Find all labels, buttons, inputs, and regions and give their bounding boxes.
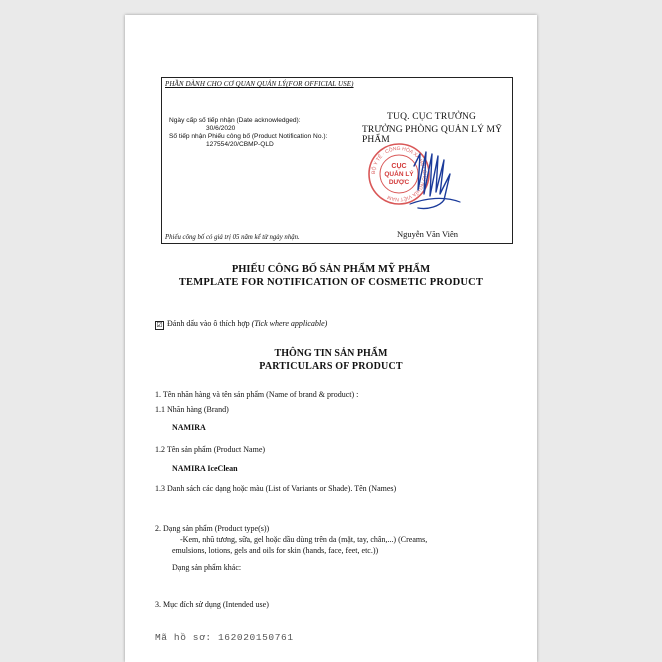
item-1-1: 1.1 Nhãn hàng (Brand) (155, 405, 229, 414)
tick-instruction (155, 319, 327, 330)
date-acknowledged-value: 30/6/2020 (206, 125, 236, 132)
tick-instruction-text: Đánh dấu vào ô thích hợp (167, 319, 250, 328)
notification-number-label: Số tiếp nhận Phiếu công bố (Product Notification No.): (169, 133, 328, 140)
item-2-other: Dạng sản phẩm khác: (172, 563, 242, 572)
brand-value: NAMIRA (172, 423, 206, 432)
title-english: TEMPLATE FOR NOTIFICATION OF COSMETIC PRODUCT (178, 277, 484, 288)
product-name-value: NAMIRA IceClean (172, 464, 238, 473)
title-vietnamese: PHIẾU CÔNG BỐ SẢN PHẨM MỸ PHẨM (231, 264, 431, 275)
authority-department: TRƯỞNG PHÒNG QUẢN LÝ MỸ PHẨM (362, 125, 503, 145)
stamp-text-3: DƯỢC (388, 179, 410, 186)
item-3: 3. Mục đích sử dụng (Intended use) (155, 600, 269, 609)
official-use-header: PHẦN DÀNH CHO CƠ QUAN QUẢN LÝ(FOR OFFICIAL USE) (165, 80, 354, 88)
tick-instruction-english: (Tick where applicable) (251, 319, 328, 328)
item-1-3: 1.3 Danh sách các dạng hoặc màu (List of Variants or Shade). Tên (Names) (155, 484, 397, 493)
signer-name: Nguyễn Văn Viên (397, 229, 459, 239)
item-1-2: 1.2 Tên sản phẩm (Product Name) (155, 445, 266, 454)
signature (400, 144, 480, 224)
stamp-ring-text: BỘ Y TẾ · CỘNG HÒA XÃ HỘI CHỦ NGHĨA VIỆT NAM (370, 145, 428, 203)
stamp-text-2: QUẢN LÝ (384, 171, 414, 178)
date-acknowledged-label: Ngày cấp số tiếp nhận (Date acknowledged): (169, 117, 301, 124)
checkbox-icon: ☑ (156, 321, 163, 329)
item-2: 2. Dạng sản phẩm (Product type(s)) (155, 524, 270, 533)
section-title-vietnamese: THÔNG TIN SẢN PHẨM (274, 348, 388, 359)
document-page (125, 15, 537, 662)
item-2-detail-line-1: -Kem, nhũ tương, sữa, gel hoặc dầu dùng trên da (mặt, tay, chân,...) (Creams, (180, 535, 428, 544)
file-number: Mã hồ sơ: 162020150761 (155, 632, 294, 643)
item-1: 1. Tên nhãn hàng và tên sản phẩm (Name of brand & product) : (155, 390, 359, 399)
official-use-box (161, 77, 513, 244)
stamp-text-1: CỤC (391, 163, 407, 170)
section-title-english: PARTICULARS OF PRODUCT (259, 361, 403, 372)
validity-note: Phiếu công bố có giá trị 05 năm kể từ ngày nhận. (165, 234, 300, 241)
item-2-detail-line-2: emulsions, lotions, gels and oils for skin (hands, face, feet, etc.)) (172, 546, 379, 555)
authority-title: TUQ. CỤC TRƯỞNG (387, 112, 477, 122)
notification-number-value: 127554/20/CBMP-QLD (206, 141, 274, 148)
